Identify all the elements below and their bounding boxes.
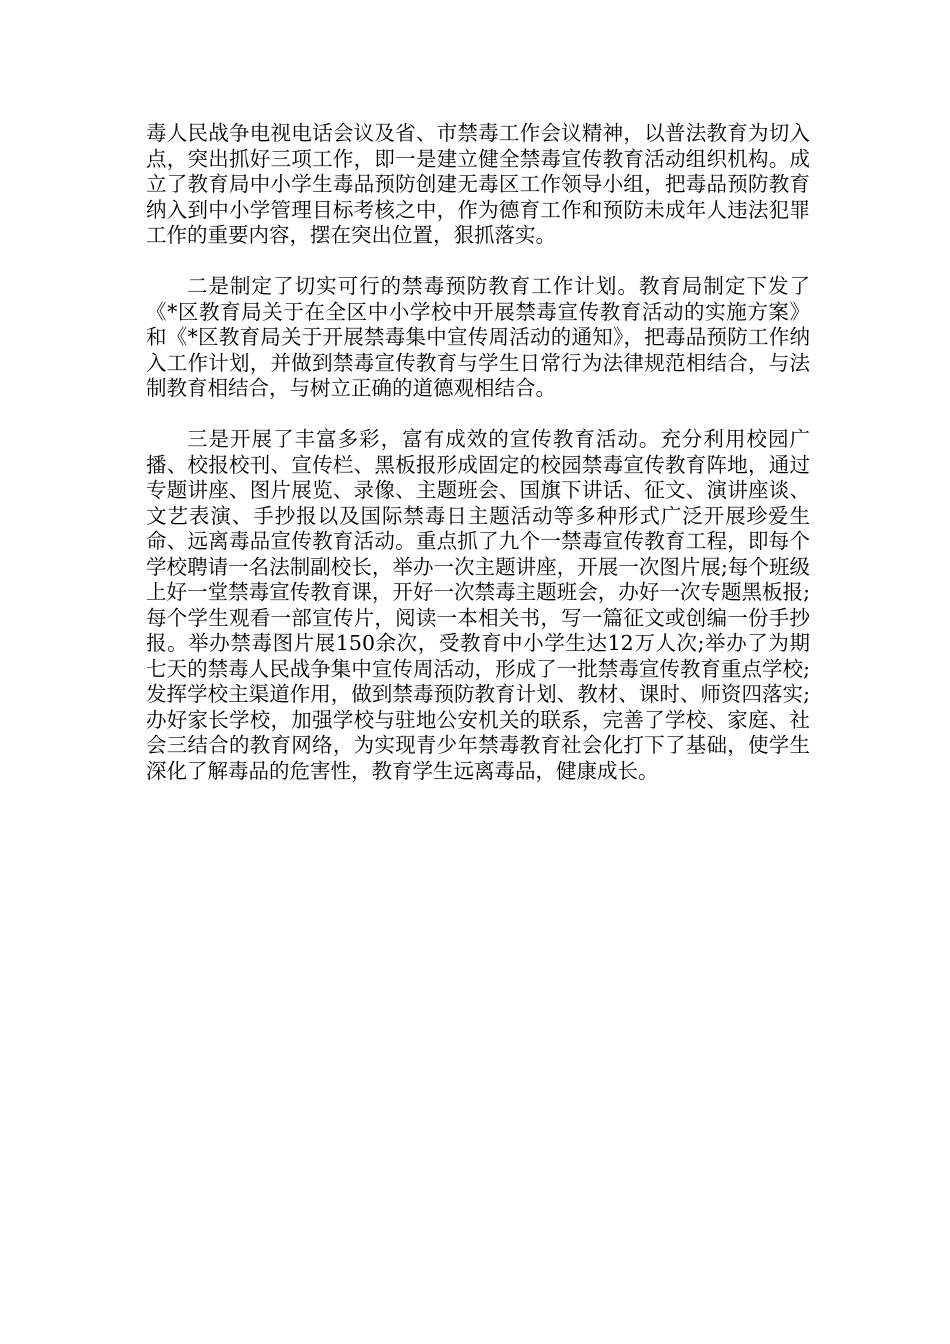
paragraph-1: 毒人民战争电视电话会议及省、市禁毒工作会议精神，以普法教育为切入点，突出抓好三项工作，即一是建立健全禁毒宣传教育活动组织机构。成立了教育局中小学生毒品预防创建无毒区工作领导小组，把毒品预防教育纳入到中小学管理目标考核之中，作为德育工作和预防未成年人违法犯罪工作的重要内容，摆在突出位置，狠抓落实。 bbox=[146, 121, 810, 247]
paragraph-3: 三是开展了丰富多彩，富有成效的宣传教育活动。充分利用校园广播、校报校刊、宣传栏、黑板报形成固定的校园禁毒宣传教育阵地，通过专题讲座、图片展览、录像、主题班会、国旗下讲话、征文、演讲座谈、文艺表演、手抄报以及国际禁毒日主题活动等多种形式广泛开展珍爱生命、远离毒品宣传教育活动。重点抓了九个一禁毒宣传教育工程，即每个学校聘请一名法制副校长，举办一次主题讲座，开展一次图片展;每个班级上好一堂禁毒宣传教育课，开好一次禁毒主题班会，办好一次专题黑板报;每个学生观看一部宣传片，阅读一本相关书，写一篇征文或创编一份手抄报。举办禁毒图片展150余次，受教育中小学生达12万人次;举办了为期七天的禁毒人民战争集中宣传周活动，形成了一批禁毒宣传教育重点学校;发挥学校主渠道作用，做到禁毒预防教育计划、教材、课时、师资四落实; 办好家长学校，加强学校与驻地公安机关的联系，完善了学校、家庭、社会三结合的教育网络，为实现青少年禁毒教育社会化打下了基础，使学生深化了解毒品的危害性，教育学生远离毒品，健康成长。 bbox=[146, 427, 810, 783]
paragraph-2: 二是制定了切实可行的禁毒预防教育工作计划。教育局制定下发了《*区教育局关于在全区中小学校中开展禁毒宣传教育活动的实施方案》和《*区教育局关于开展禁毒集中宣传周活动的通知》，把毒品预防工作纳入工作计划，并做到禁毒宣传教育与学生日常行为法律规范相结合，与法制教育相结合，与树立正确的道德观相结合。 bbox=[146, 274, 810, 400]
document-body bbox=[146, 121, 810, 810]
